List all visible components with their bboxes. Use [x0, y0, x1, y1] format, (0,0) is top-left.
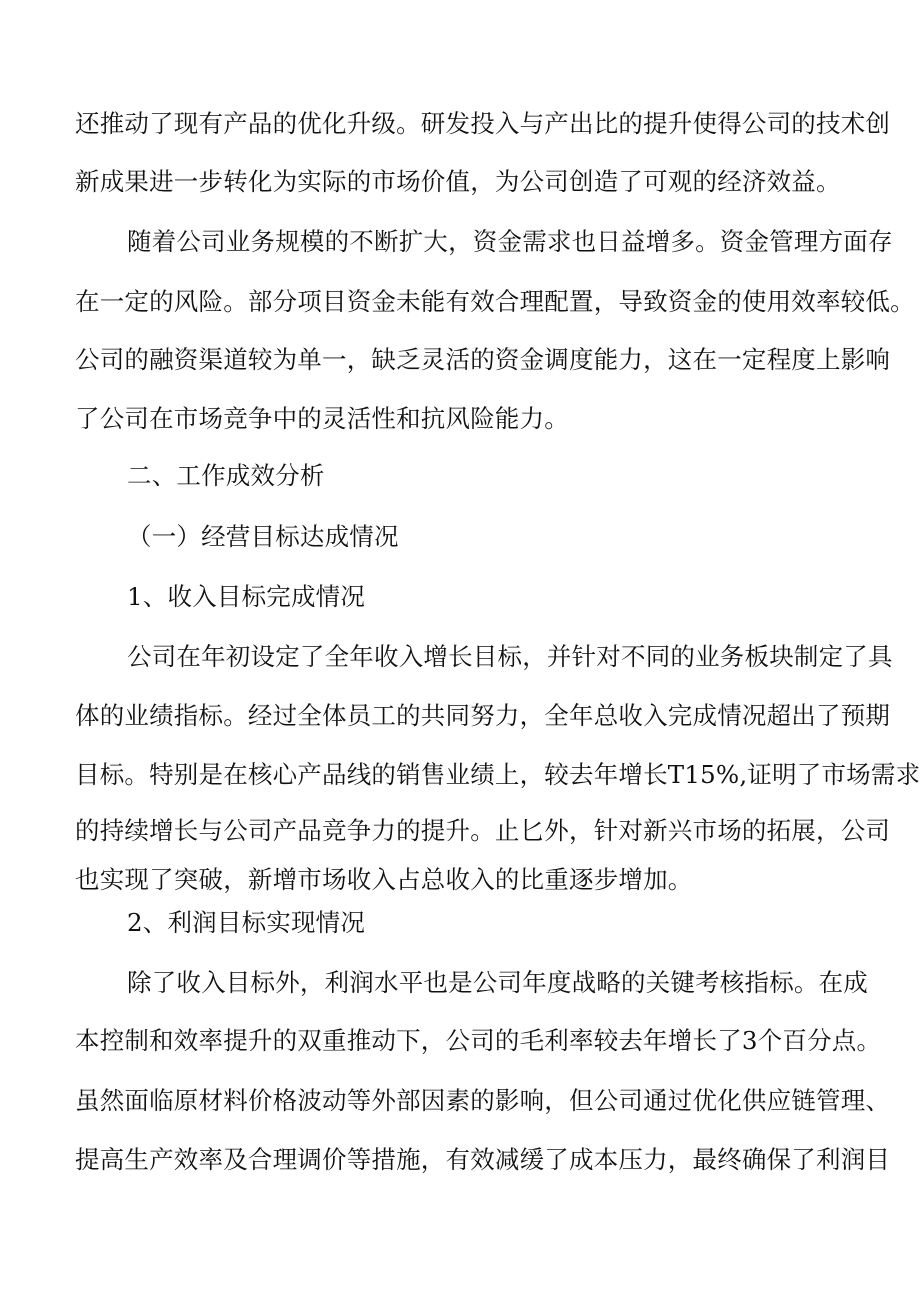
p4-line-2: 本控制和效率提升的双重推动下，公司的毛利率较去年增长了3个百分点。: [75, 1026, 882, 1055]
p3-line-5: 也实现了突破，新增市场收入占总收入的比重逐步增加。: [75, 865, 693, 894]
p3-line-3: 目标。特别是在核心产品线的销售业绩上，较去年增长T15%,证明了市场需求: [75, 760, 920, 789]
p4-line-4: 提高生产效率及合理调价等措施，有效减缓了成本压力，最终确保了利润目: [75, 1145, 891, 1174]
p2-line-1: 随着公司业务规模的不断扩大，资金需求也日益增多。资金管理方面存: [127, 227, 893, 256]
p3-line-2: 体的业绩指标。经过全体员工的共同努力，全年总收入完成情况超出了预期: [75, 701, 891, 730]
p2-line-3: 公司的融资渠道较为单一，缺乏灵活的资金调度能力，这在一定程度上影响: [75, 345, 891, 374]
p3-line-4: 的持续增长与公司产品竞争力的提升。止匕外，针对新兴市场的拓展，公司: [75, 816, 891, 845]
p4-line-3: 虽然面临原材料价格波动等外部因素的影响，但公司通过优化供应链管理、: [75, 1086, 891, 1115]
item-heading-1: 1、收入目标完成情况: [127, 582, 366, 611]
subsection-heading: （一）经营目标达成情况: [127, 522, 399, 551]
p2-line-4: 了公司在市场竞争中的灵活性和抗风险能力。: [75, 404, 569, 433]
p3-line-1: 公司在年初设定了全年收入增长目标，并针对不同的业务板块制定了具: [127, 642, 893, 671]
p4-line-1: 除了收入目标外，利润水平也是公司年度战略的关键考核指标。在成: [127, 968, 868, 997]
item-heading-2: 2、利润目标实现情况: [127, 908, 366, 937]
p1-line-1: 还推动了现有产品的优化升级。研发投入与产出比的提升使得公司的技术创: [75, 109, 891, 138]
section-heading: 二、工作成效分析: [127, 461, 325, 490]
p2-line-2: 在一定的风险。部分项目资金未能有效合理配置，导致资金的使用效率较低。: [75, 287, 915, 316]
p1-line-2: 新成果进一步转化为实际的市场价值，为公司创造了可观的经济效益。: [75, 167, 841, 196]
